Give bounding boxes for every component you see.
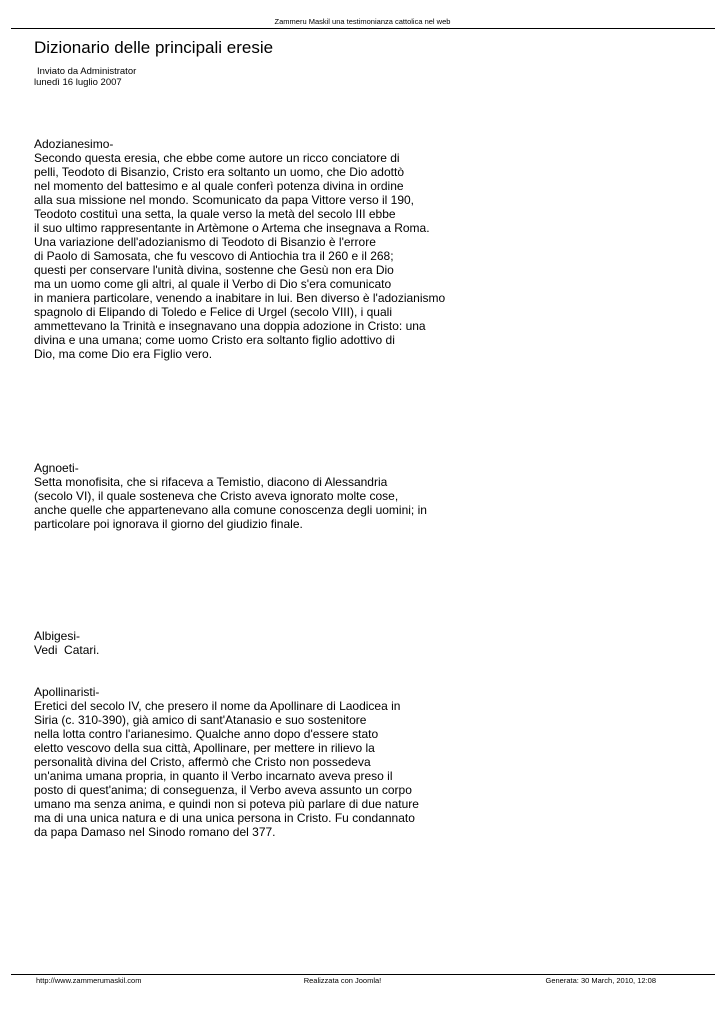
header-divider [11, 28, 715, 29]
footer-credit: Realizzata con Joomla! [303, 976, 382, 985]
footer-divider [11, 974, 715, 975]
entry-line: posto di quest'anima; di conseguenza, il Verbo aveva assunto un corpo [34, 783, 412, 797]
entry-line: in maniera particolare, venendo a inabitare in lui. Ben diverso è l'adozianismo [34, 291, 446, 305]
entry-line: eletto vescovo della sua città, Apollinare, per mettere in rilievo la [34, 741, 375, 755]
article-title: Dizionario delle principali eresie [34, 38, 274, 57]
entry-line: ma di una unica natura e di una unica persona in Cristo. Fu condannato [34, 811, 415, 825]
entry-line: di Paolo di Samosata, che fu vescovo di Antiochia tra il 260 e il 268; [34, 249, 394, 263]
entry-line: un'anima umana propria, in quanto il Verbo incarnato aveva preso il [34, 769, 393, 783]
entry-albigesi [34, 629, 99, 657]
article-byline [34, 66, 136, 88]
entry-line: divina e una umana; come uomo Cristo era soltanto figlio adottivo di [34, 333, 395, 347]
entry-term: Albigesi- [34, 629, 81, 643]
entry-line: particolare poi ignorava il giorno del giudizio finale. [34, 517, 303, 531]
site-header-title: Zammeru Maskil una testimonianza cattolica nel web [274, 17, 451, 26]
entry-line: (secolo VI), il quale sosteneva che Cristo aveva ignorato molte cose, [34, 489, 399, 503]
entry-line: Secondo questa eresia, che ebbe come autore un ricco conciatore di [34, 151, 400, 165]
entry-agnoeti [34, 461, 427, 531]
entry-line: Una variazione dell'adozianismo di Teodoto di Bisanzio è l'errore [34, 235, 376, 249]
entry-line: Teodoto costituì una setta, la quale verso la metà del secolo III ebbe [34, 207, 396, 221]
entry-adozianesimo [34, 137, 445, 361]
entry-line: umano ma senza anima, e quindi non si poteva più parlare di due nature [34, 797, 419, 811]
entry-line: Vedi Catari. [34, 643, 100, 657]
entry-line: nel momento del battesimo e al quale conferì potenza divina in ordine [34, 179, 404, 193]
entry-term: Apollinaristi- [34, 685, 100, 699]
entry-term: Agnoeti- [34, 461, 79, 475]
entry-line: nella lotta contro l'arianesimo. Qualche anno dopo d'essere stato [34, 727, 379, 741]
entry-line: pelli, Teodoto di Bisanzio, Cristo era soltanto un uomo, che Dio adottò [34, 165, 404, 179]
entry-line: personalità divina del Cristo, affermò che Cristo non possedeva [34, 755, 371, 769]
entry-line: questi per conservare l'unità divina, sostenne che Gesù non era Dio [34, 263, 394, 277]
entry-line: Setta monofisita, che si rifaceva a Temistio, diacono di Alessandria [34, 475, 388, 489]
entry-line: ammettevano la Trinità e insegnavano una doppia adozione in Cristo: una [34, 319, 426, 333]
entry-line: alla sua missione nel mondo. Scomunicato da papa Vittore verso il 190, [34, 193, 414, 207]
publish-date: lunedì 16 luglio 2007 [34, 77, 122, 88]
entry-term: Adozianesimo- [34, 137, 114, 151]
entry-line: anche quelle che appartenevano alla comune conoscenza degli uomini; in [34, 503, 427, 517]
entry-line: Eretici del secolo IV, che presero il nome da Apollinare di Laodicea in [34, 699, 401, 713]
author-line: Inviato da Administrator [37, 66, 137, 77]
footer-generated-date: Generata: 30 March, 2010, 12:08 [545, 976, 656, 985]
footer-site-url[interactable]: http://www.zammerumaskil.com [36, 976, 142, 985]
entry-line: Siria (c. 310-390), già amico di sant'Atanasio e suo sostenitore [34, 713, 367, 727]
entry-line: ma un uomo come gli altri, al quale il Verbo di Dio s'era comunicato [34, 277, 392, 291]
entry-apollinaristi [34, 685, 419, 839]
entry-line: spagnolo di Elipando di Toledo e Felice di Urgel (secolo VIII), i quali [34, 305, 392, 319]
entry-line: da papa Damaso nel Sinodo romano del 377. [34, 825, 276, 839]
entry-line: il suo ultimo rappresentante in Artèmone o Artema che insegnava a Roma. [34, 221, 430, 235]
entry-line: Dio, ma come Dio era Figlio vero. [34, 347, 213, 361]
